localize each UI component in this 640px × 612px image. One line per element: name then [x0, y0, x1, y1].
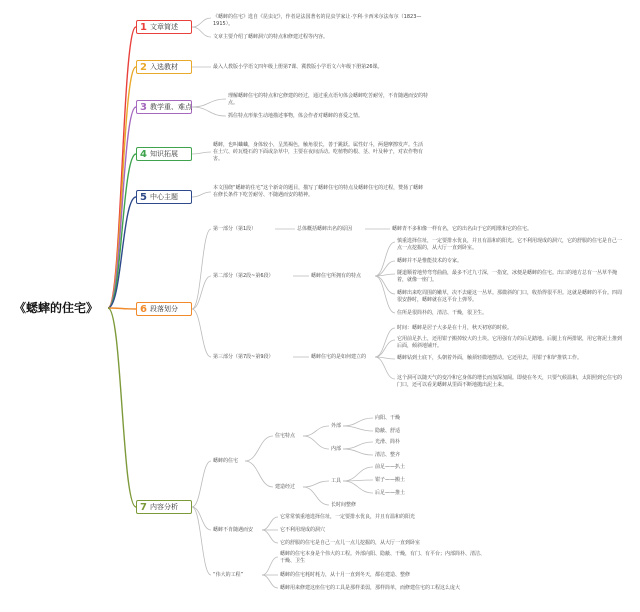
s6-part-2-detail-5: 住所是很简朴的，清洁、干燥，很卫生。: [397, 310, 488, 316]
s6-link-1: [192, 276, 211, 309]
s3-link-1: [192, 107, 226, 116]
s1-link-0: [192, 18, 211, 27]
s7-a-link-1: [245, 461, 273, 487]
s6-part-1-sub: 总体概括蟋蟀出名的原因: [297, 226, 353, 232]
s7-outside-link-1: [343, 426, 373, 431]
section-label: 内容分析: [149, 503, 178, 511]
s7-outside-item-2: 隐蔽、舒适: [375, 428, 401, 434]
s7-b-item-2: 它不利用现成的洞穴: [280, 527, 326, 533]
s6-part-3-sub: 蟋蟀住宅的是如何建立的: [311, 354, 367, 360]
s7-b-link-2: [262, 530, 278, 543]
s1-link-1: [192, 27, 211, 37]
s7-outside: 外部: [331, 423, 342, 429]
s6-part-2-detail-3: 隧道顺着地势弯弯曲曲，最多不过九寸深，一指宽，冰便是蟋蟀的住宅。出口的地方总有一丛草半掩着，就像一座门。: [397, 270, 618, 283]
s7-b-item-1: 它常常慎重地选择住址，一定要排水优良，并且有温和的阳光: [280, 514, 416, 520]
s7-link-1: [192, 507, 211, 530]
s7-process-link-0: [303, 481, 329, 487]
s6-link-2: [192, 309, 211, 357]
s6-part-2-detail-2: 蟋蟀并不是惟能技术的专家。: [397, 258, 463, 264]
s6-part-2-detail-4: 蟋蟀出来吃周围的嫩草，决不去碰这一丛草。那微斜的门口，收拾得很平坦。这就是蟋蟀的平台。四周很安静时，蟋蟀就在这平台上弹琴。: [397, 290, 623, 303]
s4-text-1: 蟋蟀，也叫蛐蛐，身体较小，呈黑褐色，触角很长，善于跳跃。属性好斗，两翅摩擦发声。生活在土穴、砖瓦缝石的下面或杂草中，主要在夜间活动。吃植物的根、茎、叶及种子，对农作物有害。: [213, 142, 424, 162]
section-4-extension: [136, 147, 192, 161]
s7-b-item-3: 它的舒服的住宅是自己一点儿一点儿挖掘的，从大厅一直到卧室: [280, 540, 421, 546]
s6-part-1: 第一部分（第1段）: [213, 226, 257, 232]
root-title: 《蟋蟀的住宅》: [13, 301, 98, 315]
s6-p3-details-0: [375, 328, 395, 357]
s6-part-3-detail-1: 时间：蟋蟀是居子大多是在十月，秋天初寒的时候。: [397, 325, 513, 331]
section-number: 6: [140, 304, 147, 315]
s6-part-3-detail-3: 蟋蟀钻到土底下，头朝着外面，触须轻微地摆动。它还用去，用钳子和铲推铁工作。: [397, 355, 583, 361]
s7-link-0: [192, 461, 211, 507]
section-number: 1: [140, 22, 147, 33]
section-number: 4: [140, 149, 147, 160]
s7-tools-link-0: [343, 467, 373, 481]
section-number: 3: [140, 102, 147, 113]
s7-features: 住宅特点: [275, 433, 296, 439]
s7-time: 长时间整修: [331, 502, 357, 508]
s6-p2-details-4: [375, 276, 395, 313]
section-label: 中心主题: [149, 193, 178, 201]
section-5-theme: [136, 190, 192, 204]
s6-part-1-detail-1: 蟋蟀青不多和像一样有名，它的出名由于它的唱歌和它的住宅。: [392, 226, 533, 232]
root-branch-2: [108, 67, 136, 308]
s7-tools-link-2: [343, 481, 373, 493]
section-7-content: [136, 500, 192, 514]
root-branch-1: [108, 27, 136, 308]
s7-branch-c: “伟大的工程”: [213, 572, 244, 578]
section-label: 入选教材: [149, 63, 178, 71]
s7-tool-1: 前足——扒土: [375, 464, 406, 470]
s6-part-2-sub: 蟋蟀住宅所拥有的特点: [311, 273, 362, 279]
s7-process-link-1: [303, 487, 329, 505]
root-branch-7: [108, 308, 136, 507]
s6-p2-details-3: [375, 276, 395, 294]
s3-link-0: [192, 99, 226, 107]
s7-c-item-3: 蟋蟀用来修建这座住宅的工具是那样柔弱，那样简单，而修建住宅的工程这么庞大: [280, 585, 461, 591]
section-number: 7: [140, 502, 147, 513]
section-label: 教学重、难点: [149, 103, 192, 111]
s7-tool-3: 后足——推土: [375, 490, 406, 496]
s4-link-0: [192, 152, 211, 154]
s7-feature-link-0: [303, 426, 329, 436]
s6-part-2: 第二部分（第2段~第6段）: [213, 273, 274, 279]
s7-b-link-0: [262, 517, 278, 530]
s6-link-0: [192, 229, 211, 309]
s5-link-0: [192, 192, 211, 197]
s1-text-2: 文章主要介绍了蟋蟀洞穴的特点和修建过程等内容。: [213, 34, 329, 40]
s7-branch-a: 蟋蟀的住宅: [213, 458, 239, 464]
s1-text-1: 《蟋蟀的住宅》选自《昆虫记》，作者是法国著名的昆虫学家让·亨利·卡西米尔法布尔（1823—1915）。: [213, 14, 422, 27]
root-branch-3: [108, 107, 136, 308]
s7-outside-link-0: [343, 418, 373, 426]
s7-tool-2: 钳子——搬土: [375, 477, 406, 483]
s7-process: 建造经过: [275, 484, 296, 490]
s7-branch-b: 蟋蟀不肯随遇而安: [213, 527, 254, 533]
section-label: 知识拓展: [149, 150, 178, 158]
section-3-key-points: [136, 100, 192, 114]
section-number: 5: [140, 192, 147, 203]
root-branch-6: [108, 308, 136, 309]
s6-part-3-detail-2: 它用前足扒土，还用钳子搬掉较大的土块。它用强有力的后足踏地。后腿上有两排锯，用它将泥土推到后面，倾斜地铺开。: [397, 336, 623, 349]
s7-outside-item-1: 向阳、干燥: [375, 415, 401, 421]
s3-text-2: 抓住特点形象生动地描述事物，体会作者对蟋蟀的喜爱之情。: [228, 113, 364, 119]
s7-tools: 工具: [331, 478, 342, 484]
s7-c-link-2: [262, 575, 278, 588]
section-label: 段落划分: [149, 305, 178, 313]
s3-text-1: 理解蟋蟀住宅的特点和它修建的经过，通过重点语句体会蟋蟀吃苦耐劳，不肯随遇而安的特点。: [228, 93, 429, 106]
s6-part-2-detail-1: 慎重选择住址，一定要排水优良，并且有温和的阳光。它不利用现成的洞穴，它的舒服的住宅是自己一点一点挖掘的，从大厅一直到卧室。: [397, 238, 623, 251]
s7-inside: 内部: [331, 446, 342, 452]
section-1-summary: [136, 20, 192, 34]
s6-part-3: 第三部分（第7段~第9段）: [213, 354, 274, 360]
s2-text-1: 最入人教版小学语文四年级上册第7课、冀教版小学语文六年级下册第26课。: [213, 64, 383, 70]
s7-inside-item-2: 清洁、整齐: [375, 452, 401, 458]
section-number: 2: [140, 62, 147, 73]
s7-inside-link-1: [343, 449, 373, 455]
s7-c-item-1: 蟋蟀的住宅本身是个伟大的工程。外部向阳、隐蔽、干燥，有门、有平台；内部简朴、清洁、干燥、卫生: [280, 551, 486, 564]
section-label: 文章简述: [149, 23, 178, 31]
s7-c-item-2: 蟋蟀的住宅耗时耗力，从十月一直到冬天，都在建造、整修: [280, 572, 411, 578]
s7-feature-link-1: [303, 436, 329, 449]
s7-c-link-0: [262, 557, 278, 575]
s5-text-1: 本文围绕“蟋蟀的住宅”这个新奇的题目，描写了蟋蟀住宅的特点及蟋蟀住宅的过程，赞扬了蟋蟀在修长条件下吃苦耐劳、不随遇而安的精神。: [213, 185, 424, 198]
s7-link-2: [192, 507, 211, 575]
s6-p2-details-0: [375, 242, 395, 276]
s6-part-3-detail-4: 这个洞可以随天气的变冷和它身体的增长而加深加阔。即使在冬天，只要气候温和，太阳照到它住宅的门口，还可以看见蟋蟀从里面不断地抛出泥土来。: [397, 375, 623, 388]
s6-p3-details-3: [375, 357, 395, 379]
s7-a-link-0: [245, 436, 273, 461]
s7-inside-link-0: [343, 442, 373, 449]
section-6-paragraphs: [136, 302, 192, 316]
section-2-textbook: [136, 60, 192, 74]
s7-inside-item-1: 光滑、简朴: [375, 439, 401, 445]
